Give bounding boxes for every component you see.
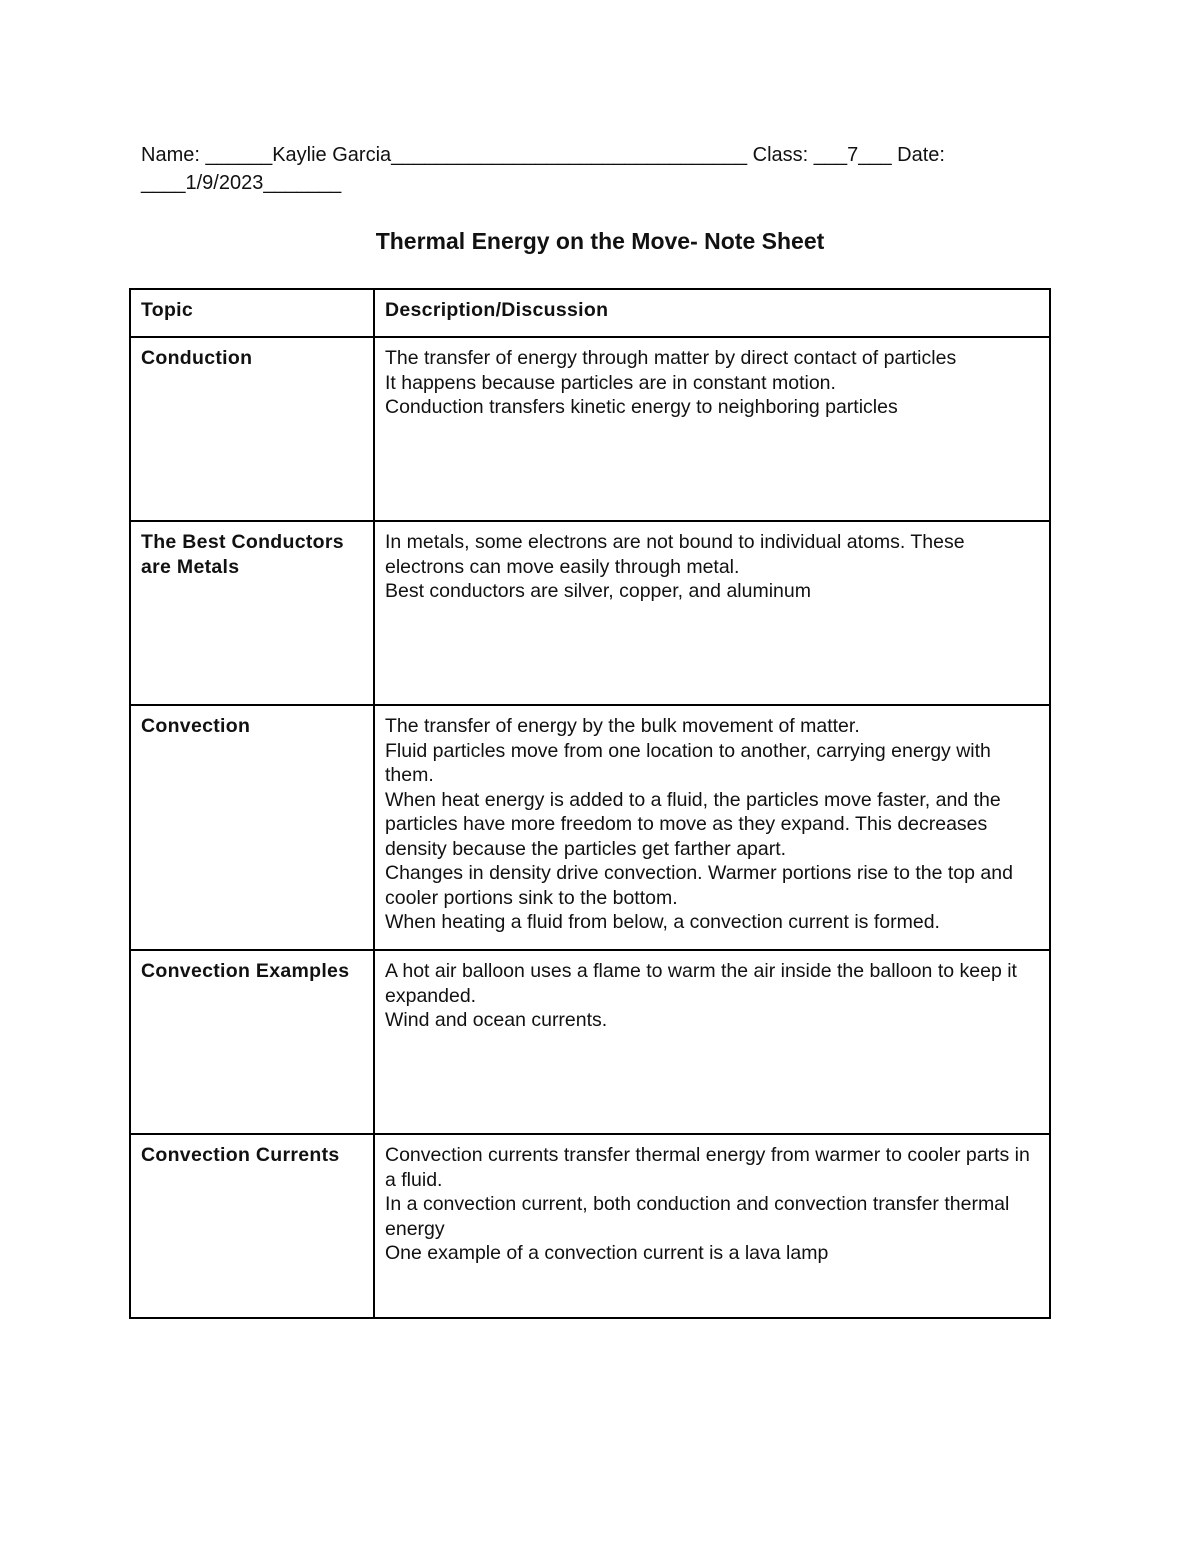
column-header-description: Description/Discussion bbox=[374, 289, 1050, 337]
description-line: Best conductors are silver, copper, and aluminum bbox=[385, 580, 811, 602]
page-title: Thermal Energy on the Move- Note Sheet bbox=[375, 228, 825, 254]
description-line: One example of a convection current is a lava lamp bbox=[385, 1242, 829, 1264]
topic-conduction: Conduction bbox=[130, 337, 374, 521]
description-line: Convection currents transfer thermal energy from warmer to cooler parts in a fluid. bbox=[385, 1144, 1030, 1191]
description-convection bbox=[374, 705, 1050, 950]
description-convection-examples bbox=[374, 950, 1050, 1134]
description-convection-currents bbox=[374, 1134, 1050, 1318]
table-row bbox=[130, 337, 1050, 521]
column-header-topic: Topic bbox=[130, 289, 374, 337]
notes-table bbox=[129, 288, 1051, 1319]
description-line: The transfer of energy by the bulk movement of matter. bbox=[385, 715, 860, 737]
topic-convection-examples: Convection Examples bbox=[130, 950, 374, 1134]
table-header-row bbox=[130, 289, 1050, 337]
description-line: The transfer of energy through matter by direct contact of particles bbox=[385, 347, 957, 369]
topic-convection-currents: Convection Currents bbox=[130, 1134, 374, 1318]
description-line: When heating a fluid from below, a convection current is formed. bbox=[385, 911, 940, 933]
description-line: In a convection current, both conduction and convection transfer thermal energy bbox=[385, 1193, 1010, 1240]
description-line: In metals, some electrons are not bound to individual atoms. These electrons can move easily through metal. bbox=[385, 531, 965, 578]
description-conduction bbox=[374, 337, 1050, 521]
description-line: Fluid particles move from one location to another, carrying energy with them. bbox=[385, 739, 991, 786]
description-line: It happens because particles are in constant motion. bbox=[385, 371, 836, 394]
header-date-value: ____1/9/2023_______ bbox=[141, 172, 342, 194]
topic-best-conductors: The Best Conductors are Metals bbox=[130, 521, 374, 705]
description-line: Changes in density drive convection. Warmer portions rise to the top and cooler portions sink to the bottom. bbox=[385, 862, 1013, 909]
table-row bbox=[130, 521, 1050, 705]
table-row bbox=[130, 705, 1050, 950]
description-line: Conduction transfers kinetic energy to neighboring particles bbox=[385, 396, 898, 418]
header-name-class-date: Name: ______Kaylie Garcia________________________________ Class: ___7___ Date: bbox=[141, 144, 945, 166]
description-line: When heat energy is added to a fluid, the particles move faster, and the particles have more freedom to move as they expand. This decreases density because the particles get farther apart. bbox=[385, 788, 1001, 860]
table-row bbox=[130, 1134, 1050, 1318]
table-row bbox=[130, 950, 1050, 1134]
description-line: Wind and ocean currents. bbox=[385, 1009, 608, 1031]
description-best-conductors bbox=[374, 521, 1050, 705]
description-line: A hot air balloon uses a flame to warm the air inside the balloon to keep it expanded. bbox=[385, 960, 1017, 1007]
topic-convection: Convection bbox=[130, 705, 374, 950]
